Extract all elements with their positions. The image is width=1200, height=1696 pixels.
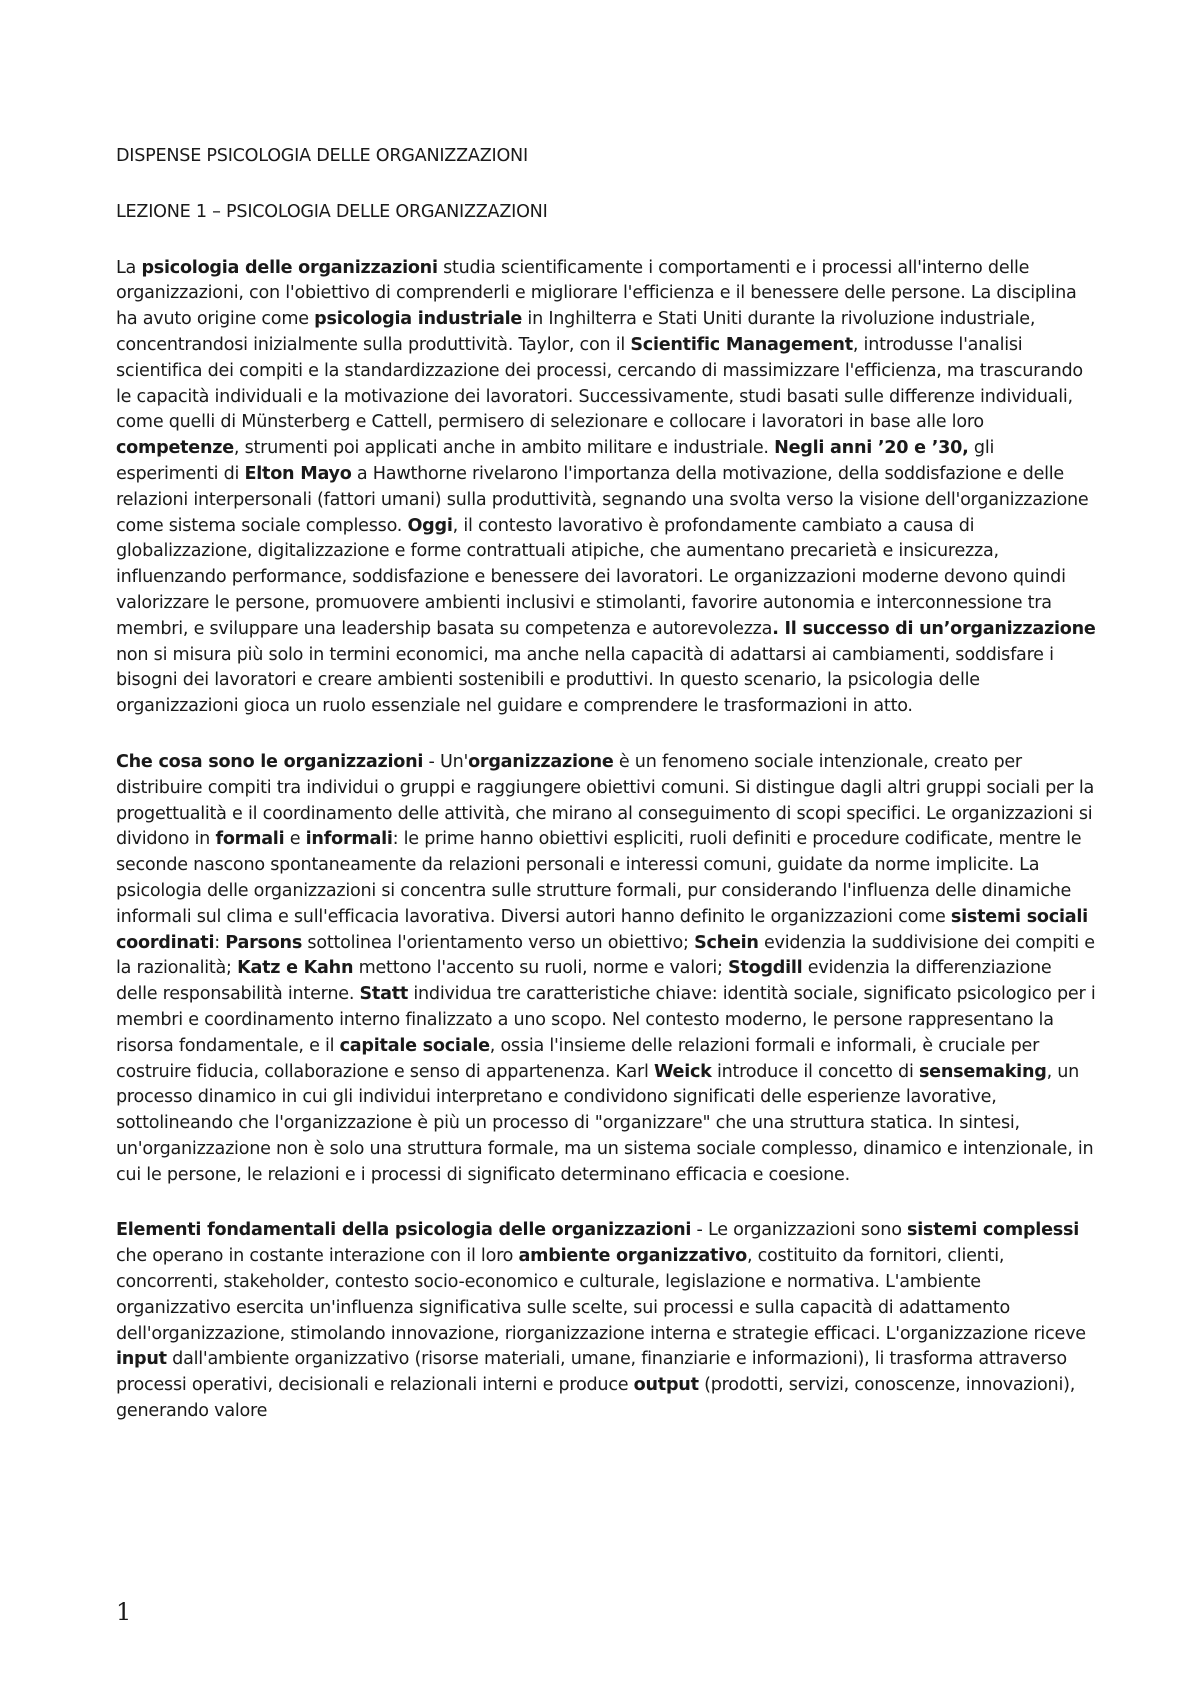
bold-text: sistemi complessi — [907, 1220, 1079, 1241]
body-paragraph — [116, 256, 1096, 720]
bold-text: psicologia industriale — [314, 309, 523, 330]
text-run: (prodotti, servizi, conoscenze, innovazioni), generando valore — [116, 1375, 1076, 1422]
text-run: introduce il concetto di — [711, 1061, 919, 1082]
bold-text: Oggi — [407, 515, 453, 536]
text-run: che operano in costante interazione con il loro — [116, 1246, 519, 1267]
body-paragraph — [116, 1218, 1096, 1424]
bold-text: formali — [215, 829, 285, 850]
text-run: - Le organizzazioni sono — [691, 1220, 908, 1241]
text-run: - Un' — [423, 751, 469, 772]
lesson-title: LEZIONE 1 – PSICOLOGIA DELLE ORGANIZZAZIONI — [116, 201, 548, 222]
text-run: La — [116, 257, 142, 278]
bold-text: Weick — [654, 1061, 712, 1082]
bold-text: informali — [305, 829, 393, 850]
bold-text: Negli anni ’20 e ’30, — [774, 438, 969, 459]
text-run: a Hawthorne rivelarono l'importanza della motivazione, della soddisfazione e delle relazioni interpersonali (fattori umani) sulla produttività, segnando una svolta verso la visione dell'organizzazione come sistema sociale complesso. — [116, 463, 1089, 536]
text-run: gli esperimenti di — [116, 438, 995, 484]
bold-text: input — [116, 1349, 167, 1370]
bold-text: sistemi sociali coordinati — [116, 906, 1088, 953]
bold-text: competenze — [116, 438, 234, 459]
document-title: DISPENSE PSICOLOGIA DELLE ORGANIZZAZIONI — [116, 146, 528, 166]
text-run: : — [214, 932, 226, 953]
bold-text: Katz e Kahn — [237, 958, 354, 979]
body-paragraph — [116, 750, 1096, 1189]
bold-text: ambiente organizzativo — [518, 1246, 747, 1267]
bold-text: sensemaking — [918, 1061, 1047, 1082]
text-run: non si misura più solo in termini economici, ma anche nella capacità di adattarsi ai cambiamenti, soddisfare i bisogni dei lavoratori e creare ambienti sostenibili e produttivi. In questo scenario, la psicologia delle organizzazioni gioca un ruolo essenziale nel guidare e comprendere le trasformazioni in atto. — [116, 644, 1054, 717]
text-run: evidenzia la differenziazione delle responsabilità interne. — [116, 958, 1052, 1005]
bold-text: Che cosa sono le organizzazioni — [116, 751, 424, 772]
text-run: individua tre caratteristiche chiave: identità sociale, significato psicologico per i membri e coordinamento interno finalizzato a uno scopo. Nel contesto moderno, le persone rappresentano la risorsa fondamentale, e il — [116, 984, 1096, 1056]
bold-text: Statt — [359, 984, 409, 1005]
bold-text: Scientific Management — [630, 334, 853, 355]
page-number: 1 — [116, 1598, 132, 1626]
text-run: dall'ambiente organizzativo (risorse materiali, umane, finanziarie e informazioni), li trasforma attraverso processi operativi, decisionali e relazionali interni e produce — [116, 1349, 1067, 1396]
text-run: sottolinea l'orientamento verso un obiettivo; — [302, 932, 695, 953]
bold-text: Stogdill — [728, 958, 803, 979]
bold-text: Parsons — [225, 932, 303, 953]
paragraphs-container — [116, 256, 1096, 1425]
bold-text: Schein — [694, 932, 759, 953]
text-run: : le prime hanno obiettivi espliciti, ruoli definiti e procedure codificate, mentre le seconde nascono spontaneamente da relazioni personali e interessi comuni, guidate da norme implicite. La psicologia delle organizzazioni si concentra sulle strutture formali, pur considerando l'influenza delle dinamiche informali sul clima e sull'efficacia lavorativa. Diversi autori hanno definito le organizzazioni come — [116, 829, 1082, 927]
bold-text: organizzazione — [468, 751, 614, 772]
text-run: mettono l'accento su ruoli, norme e valori; — [353, 958, 729, 979]
document-body — [116, 144, 1096, 1455]
bold-text: psicologia delle organizzazioni — [141, 257, 438, 278]
text-run: , strumenti poi applicati anche in ambito militare e industriale. — [233, 438, 775, 459]
bold-text: capitale sociale — [339, 1035, 490, 1056]
text-run: e — [284, 829, 306, 850]
text-run: è un fenomeno sociale intenzionale, creato per distribuire compiti tra individui o gruppi e raggiungere obiettivi comuni. Si distingue dagli altri gruppi sociali per la progettualità e il coordinamento delle attività, che mirano al conseguimento di scopi specifici. Le organizzazioni si dividono in — [116, 751, 1095, 850]
bold-text: . Il successo di un’organizzazione — [772, 618, 1096, 639]
text-run: in Inghilterra e Stati Uniti durante la rivoluzione industriale, concentrandosi inizialmente sulla produttività. Taylor, con il — [116, 309, 1036, 355]
text-run: , introdusse l'analisi scientifica dei compiti e la standardizzazione dei processi, cercando di massimizzare l'efficienza, ma trascurando le capacità individuali e la motivazione dei lavoratori. Successivamente, studi basati sulle differenze individuali, come quelli di Münsterberg e Cattell, permisero di selezionare e collocare i lavoratori in base alle loro — [116, 334, 1083, 433]
text-run: , un processo dinamico in cui gli individui interpretano e condividono significati delle esperienze lavorative, sottolineando che l'organizzazione è più un processo di "organizzare" che una struttura statica. In sintesi, un'organizzazione non è solo una struttura formale, ma un sistema sociale complesso, dinamico e intenzionale, in cui le persone, le relazioni e i processi di significato determinano efficacia e coesione. — [116, 1061, 1094, 1185]
bold-text: output — [633, 1375, 699, 1396]
text-run: , il contesto lavorativo è profondamente cambiato a causa di globalizzazione, digitalizzazione e forme contrattuali atipiche, che aumentano precarietà e insicurezza, influenzando performance, soddisfazione e benessere dei lavoratori. Le organizzazioni moderne devono quindi valorizzare le persone, promuovere ambienti inclusivi e stimolanti, favorire autonomia e interconnessione tra membri, e sviluppare una leadership basata su competenza e autorevolezza — [116, 515, 1066, 639]
text-run: studia scientificamente i comportamenti e i processi all'interno delle organizzazioni, con l'obiettivo di comprenderli e migliorare l'efficienza e il benessere delle persone. La disciplina ha avuto origine come — [116, 257, 1077, 330]
text-run: , costituito da fornitori, clienti, concorrenti, stakeholder, contesto socio-economico e culturale, legislazione e normativa. L'ambiente organizzativo esercita un'influenza significativa sulle scelte, sui processi e sulla capacità di adattamento dell'organizzazione, stimolando innovazione, riorganizzazione interna e strategie efficaci. L'organizzazione riceve — [116, 1246, 1086, 1344]
bold-text: Elton Mayo — [244, 463, 352, 484]
text-run: evidenzia la suddivisione dei compiti e la razionalità; — [116, 932, 1095, 979]
bold-text: Elementi fondamentali della psicologia delle organizzazioni — [116, 1220, 692, 1241]
text-run: , ossia l'insieme delle relazioni formali e informali, è cruciale per costruire fiducia, collaborazione e senso di appartenenza. Karl — [116, 1035, 1040, 1082]
